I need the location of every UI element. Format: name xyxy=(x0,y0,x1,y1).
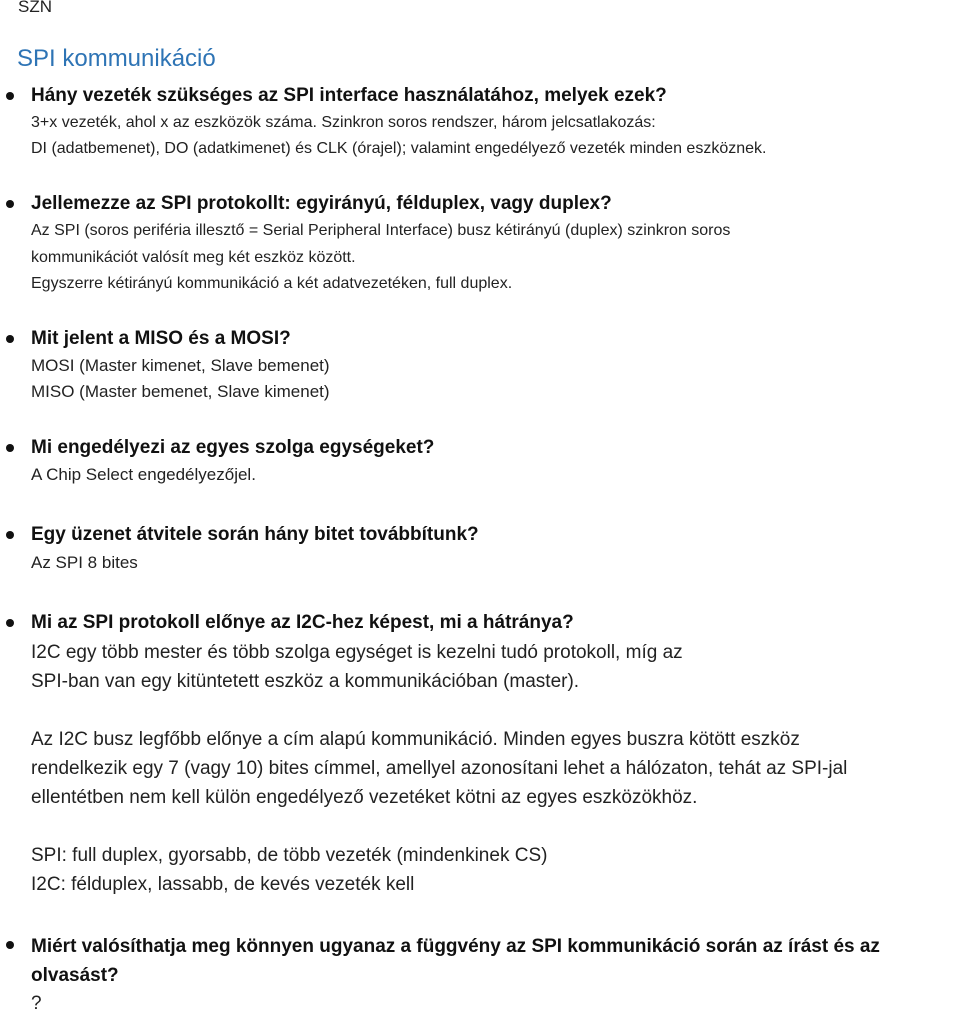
answer-2-line-3: Egyszerre kétirányú kommunikáció a két adatvezetéken, full duplex. xyxy=(31,275,513,292)
answer-1-line-2: DI (adatbemenet), DO (adatkimenet) és CLK (órajel); valamint engedélyező vezeték minden eszköznek. xyxy=(31,140,767,157)
answer-6-line-5: ellentétben nem kell külön engedélyező vezetéket kötni az egyes eszközökhöz. xyxy=(31,787,698,808)
question-1: Hány vezeték szükséges az SPI interface használatához, melyek ezek? xyxy=(31,83,956,109)
answer-7-line-1: ? xyxy=(31,993,42,1014)
section-title: SPI kommunikáció xyxy=(17,45,216,72)
answer-4-line-1: A Chip Select engedélyezőjel. xyxy=(31,465,256,484)
answer-5-line-1: Az SPI 8 bites xyxy=(31,553,138,572)
answer-2-line-2: kommunikációt valósít meg két eszköz között. xyxy=(31,249,356,266)
answer-3-line-2: MISO (Master bemenet, Slave kimenet) xyxy=(31,382,330,401)
question-6: Mi az SPI protokoll előnye az I2C-hez képest, mi a hátránya? xyxy=(31,610,956,636)
question-5: Egy üzenet átvitele során hány bitet továbbítunk? xyxy=(31,522,956,548)
answer-2-line-1: Az SPI (soros periféria illesztő = Serial Peripheral Interface) busz kétirányú (duplex) szinkron soros xyxy=(31,222,731,239)
question-2: Jellemezze az SPI protokollt: egyirányú, félduplex, vagy duplex? xyxy=(31,191,956,217)
question-3: Mit jelent a MISO és a MOSI? xyxy=(31,326,956,352)
answer-6-line-4: rendelkezik egy 7 (vagy 10) bites címmel, amellyel azonosítani lehet a hálózaton, tehát az SPI-jal xyxy=(31,758,848,779)
answer-6-line-7: I2C: félduplex, lassabb, de kevés vezeték kell xyxy=(31,874,415,895)
answer-1-line-1: 3+x vezeték, ahol x az eszközök száma. Szinkron soros rendszer, három jelcsatlakozás: xyxy=(31,114,656,131)
answer-6-line-3: Az I2C busz legfőbb előnye a cím alapú kommunikáció. Minden egyes buszra kötött eszköz xyxy=(31,729,800,750)
answer-6-line-2: SPI-ban van egy kitüntetett eszköz a kommunikációban (master). xyxy=(31,671,580,692)
question-4: Mi engedélyezi az egyes szolga egységeket? xyxy=(31,435,956,461)
header-label: SZN xyxy=(18,0,52,16)
answer-3-line-1: MOSI (Master kimenet, Slave bemenet) xyxy=(31,356,330,375)
answer-6-line-1: I2C egy több mester és több szolga egységet is kezelni tudó protokoll, míg az xyxy=(31,642,683,663)
answer-6-line-6: SPI: full duplex, gyorsabb, de több vezeték (mindenkinek CS) xyxy=(31,845,548,866)
question-7: Miért valósíthatja meg könnyen ugyanaz a függvény az SPI kommunikáció során az írást és az olvasást? xyxy=(31,932,956,990)
